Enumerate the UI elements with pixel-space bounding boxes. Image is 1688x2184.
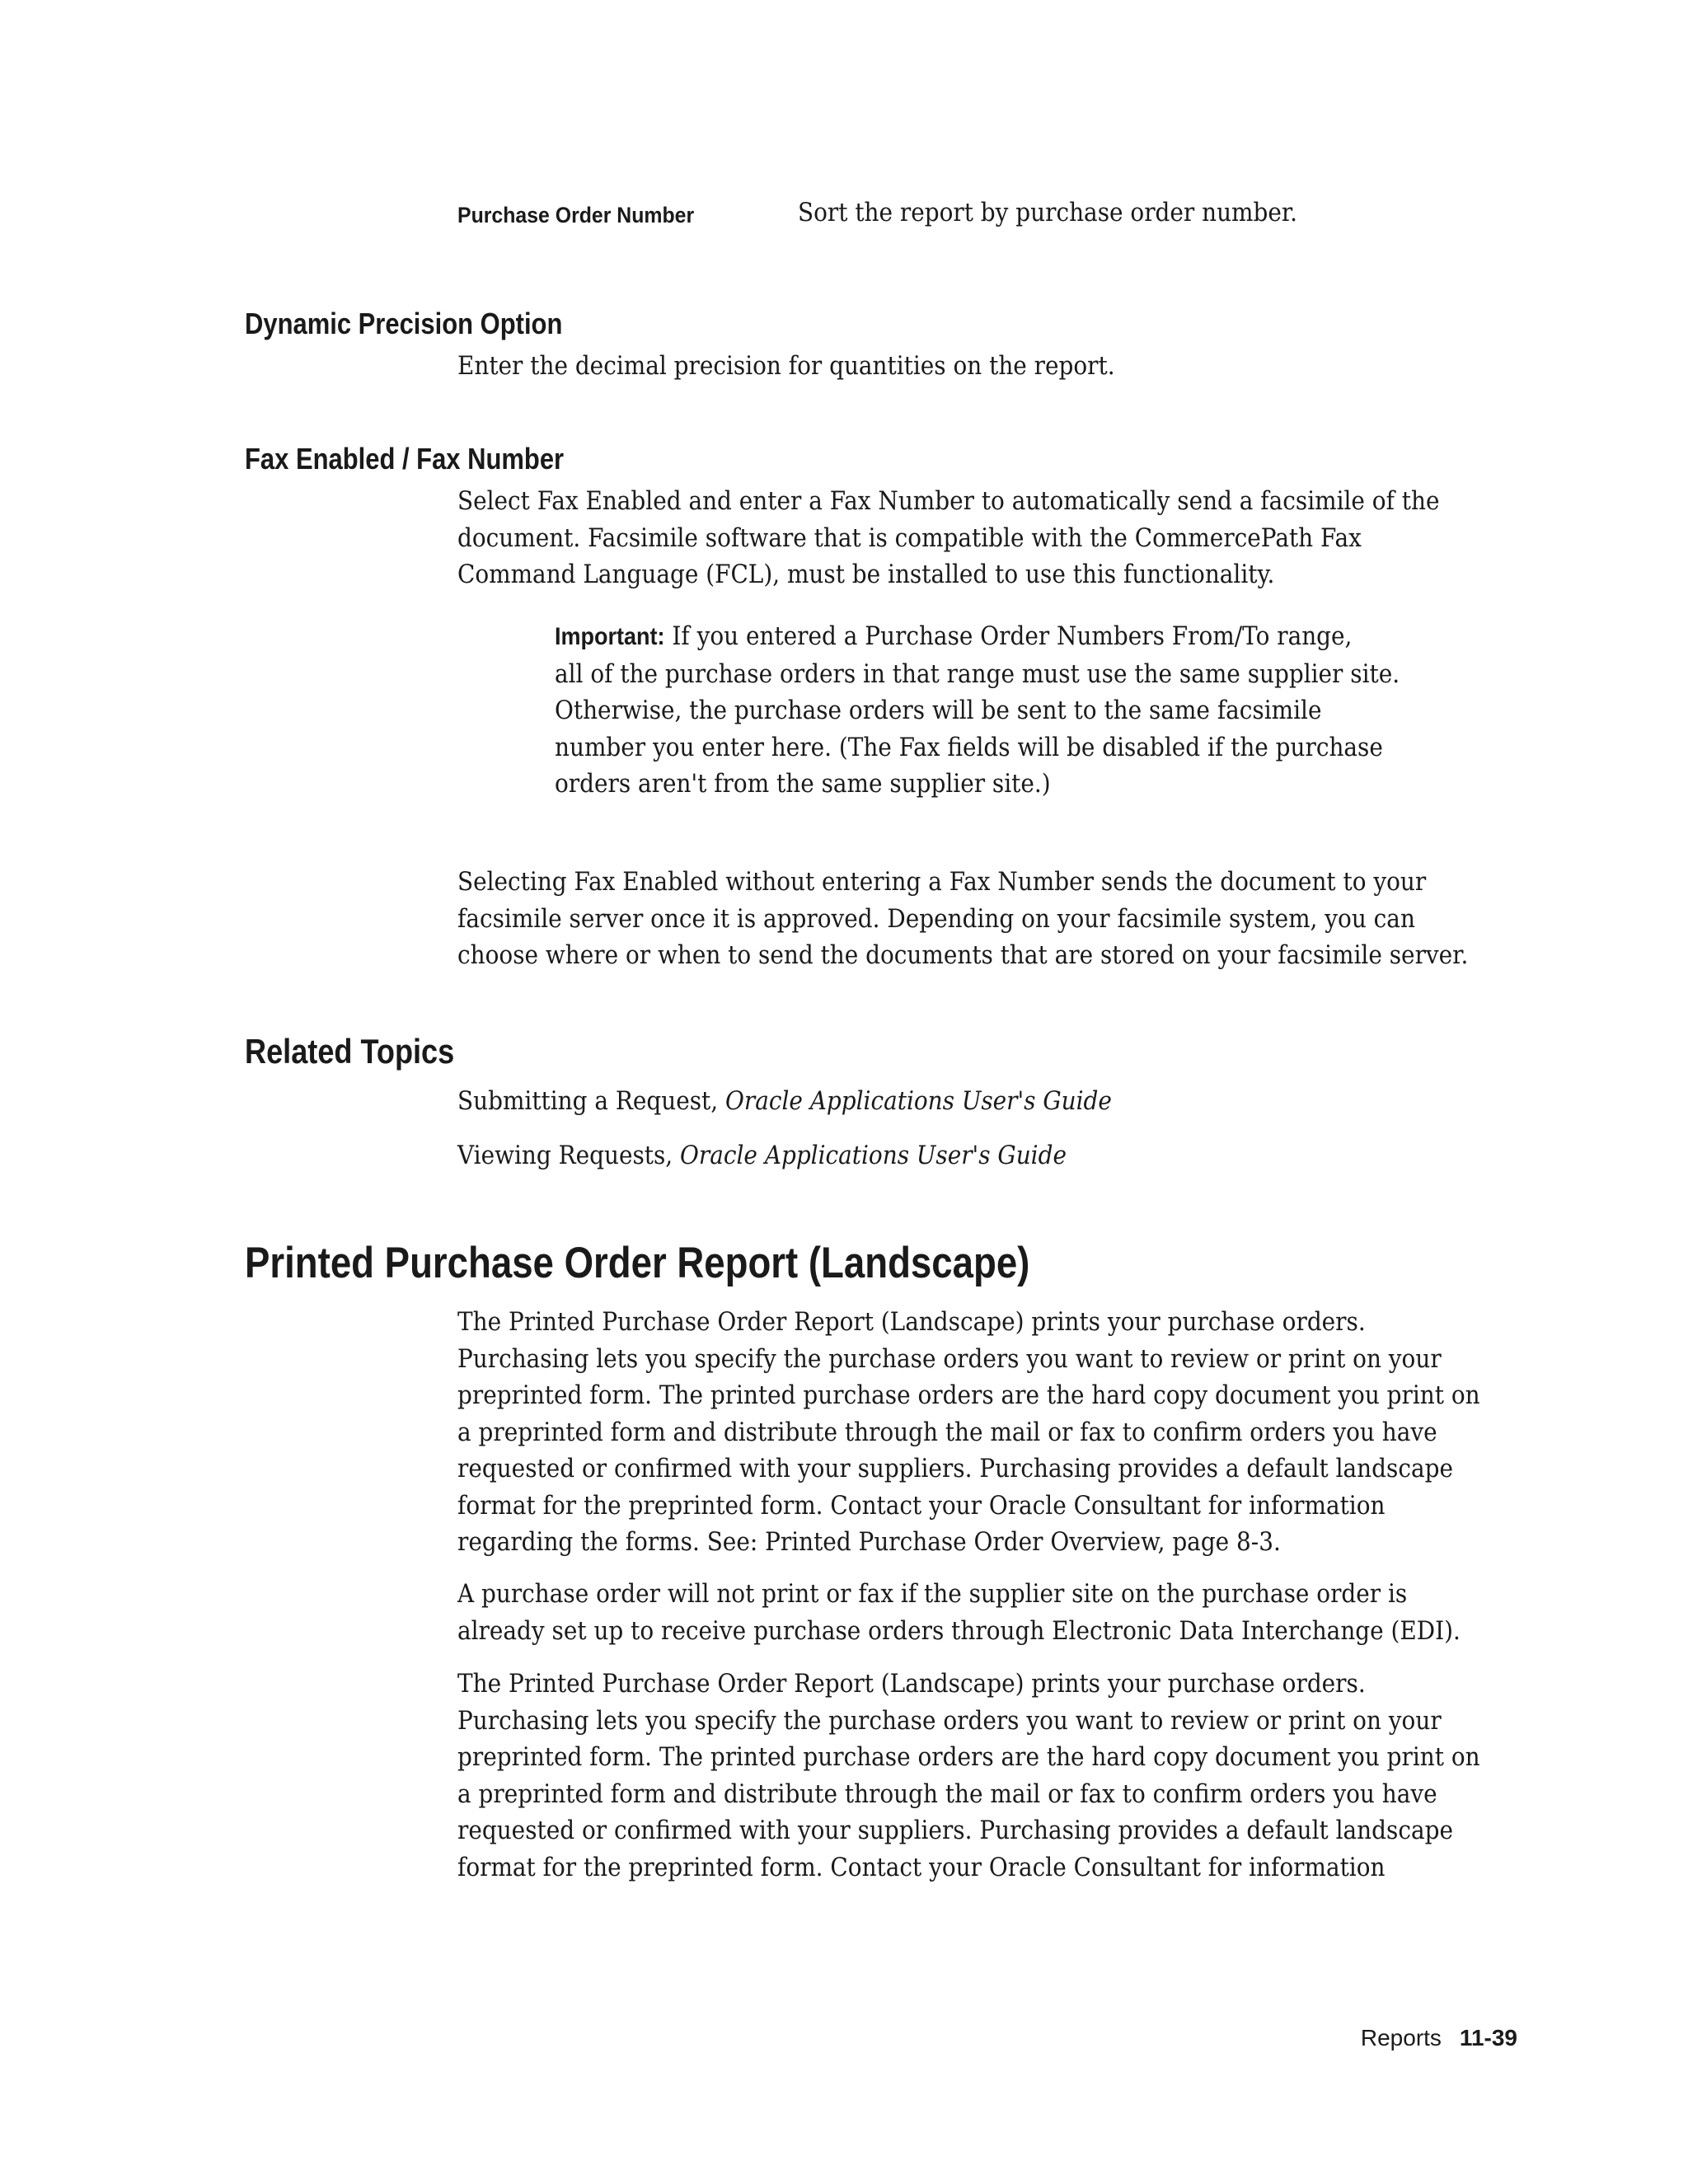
landscape-paragraph-2: A purchase order will not print or fax if the supplier site on the purchase order is already set up to receive purchase orders through Electronic Data Interchange (EDI). bbox=[457, 1579, 1461, 1646]
related-topic-link[interactable]: Submitting a Request, Oracle Applications User's Guide bbox=[457, 1086, 1112, 1116]
section-heading-fax: Fax Enabled / Fax Number bbox=[245, 442, 565, 476]
fax-paragraph-2: Selecting Fax Enabled without entering a Fax Number sends the document to your facsimile server once it is approved. Depending on your facsimile system, you can choose where or when to send the documents that are stored on your facsimile server. bbox=[457, 867, 1469, 970]
dynamic-precision-text: Enter the decimal precision for quantities on the report. bbox=[457, 351, 1115, 381]
page-footer bbox=[1361, 2025, 1517, 2051]
definition-term: Purchase Order Number bbox=[457, 203, 695, 227]
section-heading-dynamic-precision: Dynamic Precision Option bbox=[245, 307, 563, 340]
page-title-landscape-report: Printed Purchase Order Report (Landscape) bbox=[245, 1239, 1030, 1287]
landscape-paragraph-3: The Printed Purchase Order Report (Landscape) prints your purchase orders. Purchasing lets you specify the purchase orders you want to review or print on your preprinted form. The printed purchase orders are the hard copy document you print on a preprinted form and distribute through the mail or fax to confirm orders you have requested or confirmed with your suppliers. Purchasing provides a default landscape format for the preprinted form. Contact your Oracle Consultant for information bbox=[457, 1669, 1480, 1882]
definition-description: Sort the report by purchase order number. bbox=[798, 198, 1298, 227]
page-number: 11-39 bbox=[1459, 2025, 1517, 2050]
important-note: Important: If you entered a Purchase Order Numbers From/To range, all of the purchase orders in that range must use the same supplier site. Otherwise, the purchase orders will be sent to the same facsimile number you enter here. (The Fax fields will be disabled if the purchase orders aren't from the same supplier site.) bbox=[555, 621, 1400, 799]
fax-paragraph-1: Select Fax Enabled and enter a Fax Number to automatically send a facsimile of the document. Facsimile software that is compatible with the CommercePath Fax Command Language (FCL), must be installed to use this functionality. bbox=[457, 486, 1440, 589]
related-topic-link[interactable]: Viewing Requests, Oracle Applications User's Guide bbox=[457, 1141, 1067, 1170]
landscape-paragraph-1: The Printed Purchase Order Report (Landscape) prints your purchase orders. Purchasing lets you specify the purchase orders you want to review or print on your preprinted form. The printed purchase orders are the hard copy document you print on a preprinted form and distribute through the mail or fax to confirm orders you have requested or confirmed with your suppliers. Purchasing provides a default landscape format for the preprinted form. Contact your Oracle Consultant for information regarding the forms. See: Printed Purchase Order Overview, page 8-3. bbox=[457, 1307, 1480, 1557]
important-label: Important: bbox=[555, 623, 665, 650]
section-heading-related-topics: Related Topics bbox=[245, 1032, 455, 1071]
footer-section: Reports bbox=[1360, 2025, 1442, 2050]
